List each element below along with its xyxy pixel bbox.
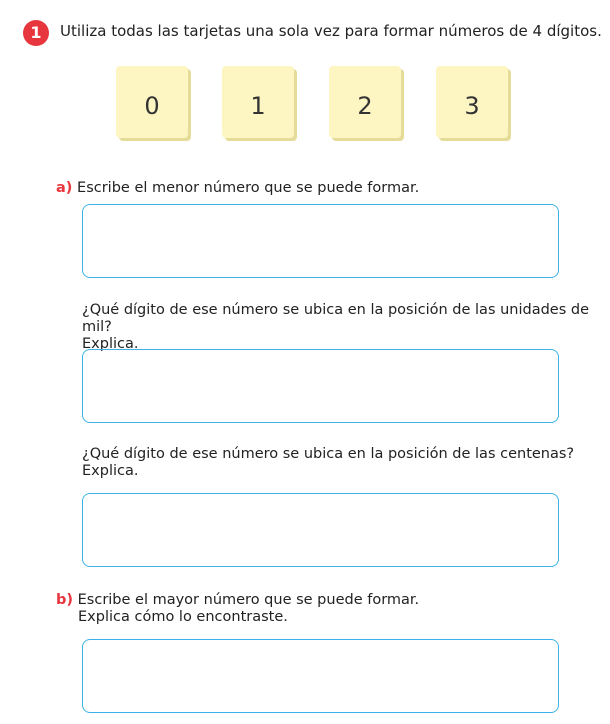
question-a3 (82, 446, 574, 480)
question-b-text: Escribe el mayor número que se puede formar. (77, 592, 420, 608)
digit-card: 1 (222, 66, 294, 138)
question-a3-text: ¿Qué dígito de ese número se ubica en la posición de las centenas? (82, 446, 575, 462)
digit-card: 3 (436, 66, 508, 138)
answer-box-a1[interactable] (82, 204, 559, 278)
digit-card: 0 (116, 66, 188, 138)
question-a3-explain: Explica. (82, 463, 139, 479)
digit-card: 2 (329, 66, 401, 138)
label-b: b) (56, 592, 74, 608)
question-b-explain: Explica cómo lo encontraste. (78, 609, 288, 625)
answer-box-b[interactable] (82, 639, 559, 713)
label-a: a) (56, 180, 73, 196)
answer-box-a3[interactable] (82, 493, 559, 567)
question-a-text: Escribe el menor número que se puede formar. (77, 180, 420, 196)
question-b (56, 592, 419, 626)
question-a (56, 180, 419, 197)
question-a2-text: ¿Qué dígito de ese número se ubica en la posición de las unidades de mil? (82, 302, 590, 335)
answer-box-a2[interactable] (82, 349, 559, 423)
exercise-instruction: Utiliza todas las tarjetas una sola vez para formar números de 4 dígitos. (60, 22, 602, 40)
exercise-number-badge: 1 (23, 20, 49, 46)
question-a2-explain: Explica. (82, 336, 139, 352)
question-a2 (82, 302, 610, 353)
